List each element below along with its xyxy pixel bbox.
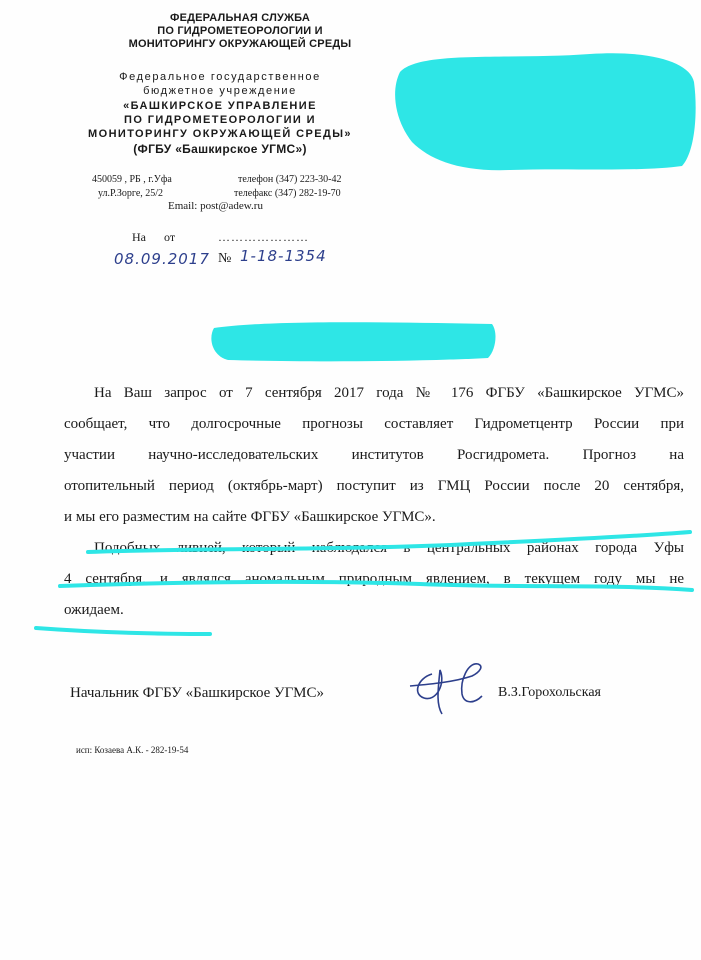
number-sign: № bbox=[218, 251, 232, 266]
ref-dots: ………………… bbox=[218, 230, 309, 244]
email-address: Email: post@adew.ru bbox=[168, 200, 263, 212]
ref-label-ot: от bbox=[164, 230, 176, 244]
institution-line-6: (ФГБУ «Башкирское УГМС») bbox=[133, 142, 307, 156]
executor-note: исп: Козаева А.К. - 282-19-54 bbox=[76, 745, 189, 755]
paragraph-1-line-2: сообщает, что долгосрочные прогнозы составляет Гидрометцентр России при bbox=[64, 416, 684, 432]
paragraph-2-line-3: ожидаем. bbox=[64, 602, 124, 618]
paragraph-1-line-4: отопительный период (октябрь-март) поступит из ГМЦ России после 20 сентября, bbox=[64, 478, 684, 494]
paragraph-1-line-3: участии научно-исследовательских институтов Росгидромета. Прогноз на bbox=[64, 447, 684, 463]
address-city: 450059 , РБ , г.Уфа bbox=[92, 174, 172, 185]
handwritten-date: 08.09.2017 bbox=[114, 250, 210, 268]
institution-line-1: Федеральное государственное bbox=[119, 71, 321, 83]
institution-line-2: бюджетное учреждение bbox=[143, 85, 297, 97]
agency-line-3: МОНИТОРИНГУ ОКРУЖАЮЩЕЙ СРЕДЫ bbox=[128, 38, 352, 50]
handwritten-signature bbox=[402, 660, 492, 716]
signatory-name: В.З.Горохольская bbox=[498, 685, 601, 700]
paragraph-2-line-2: 4 сентября, и являлся аномальным природным явлением, в текущем году мы не bbox=[64, 571, 684, 587]
handwritten-number: 1-18-1354 bbox=[240, 247, 327, 265]
address-street: ул.Р.Зорге, 25/2 bbox=[98, 188, 164, 199]
agency-line-1: ФЕДЕРАЛЬНАЯ СЛУЖБА bbox=[169, 12, 311, 24]
institution-line-4: ПО ГИДРОМЕТЕОРОЛОГИИ И bbox=[124, 114, 316, 126]
institution-line-5: МОНИТОРИНГУ ОКРУЖАЮЩЕЙ СРЕДЫ» bbox=[88, 128, 352, 140]
paragraph-1-line-5: и мы его разместим на сайте ФГБУ «Башкирское УГМС». bbox=[64, 509, 436, 525]
paragraph-1-line-1: На Ваш запрос от 7 сентября 2017 года № 176 ФГБУ «Башкирское УГМС» bbox=[94, 385, 684, 401]
phone-number: телефон (347) 223-30-42 bbox=[238, 174, 342, 185]
agency-line-2: ПО ГИДРОМЕТЕОРОЛОГИИ И bbox=[157, 25, 323, 37]
fax-number: телефакс (347) 282-19-70 bbox=[234, 188, 341, 199]
institution-line-3: «БАШКИРСКОЕ УПРАВЛЕНИЕ bbox=[123, 100, 317, 112]
signatory-position: Начальник ФГБУ «Башкирское УГМС» bbox=[70, 685, 324, 701]
ref-label-na: На bbox=[132, 230, 146, 244]
paragraph-2-line-1: Подобных ливней, который наблюдался в центральных районах города Уфы bbox=[94, 540, 684, 556]
